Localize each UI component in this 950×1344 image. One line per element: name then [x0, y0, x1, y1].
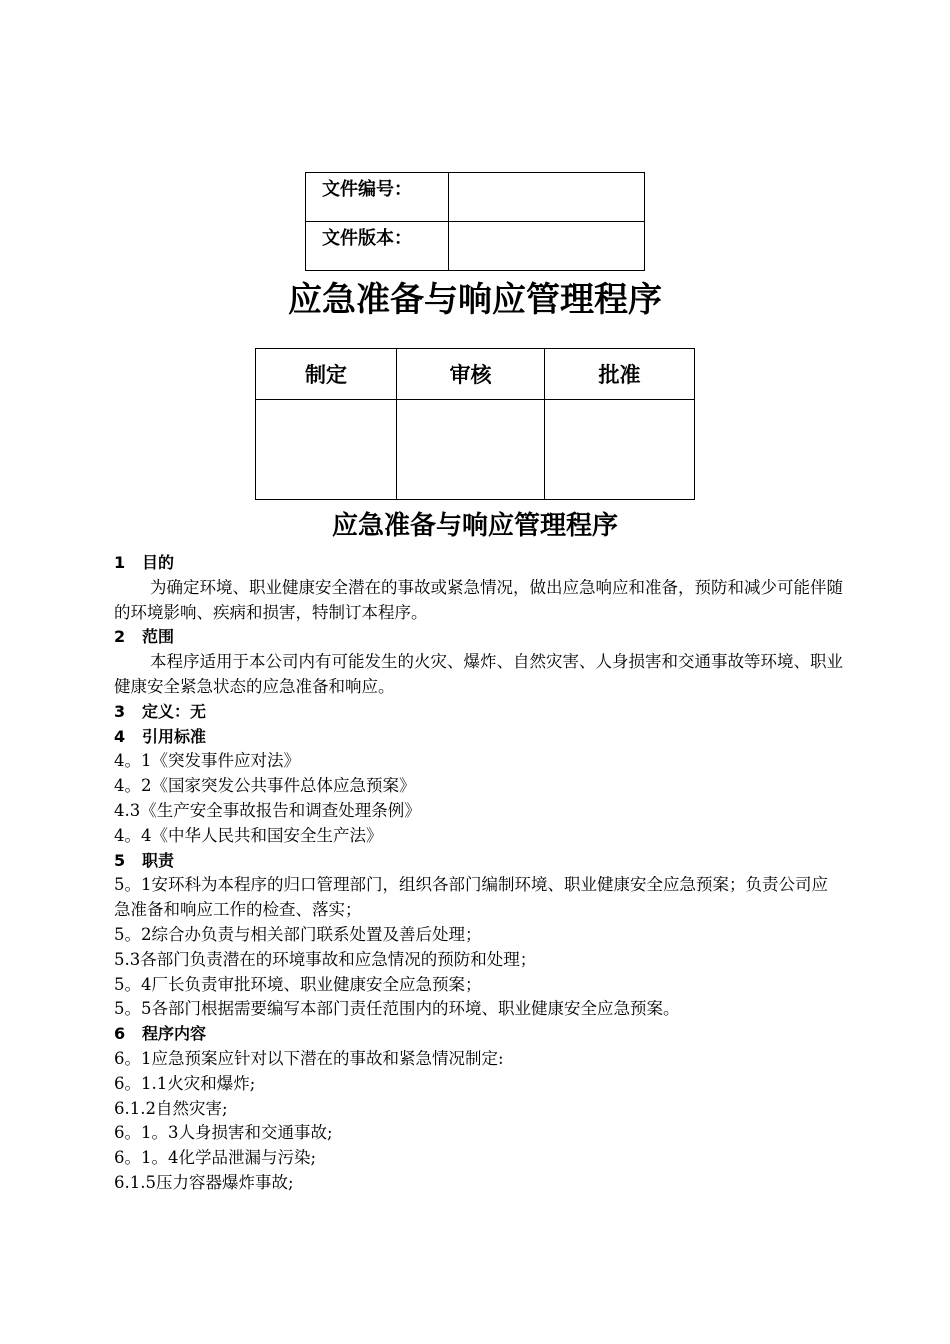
list-item: 4。2《国家突发公共事件总体应急预案》 — [114, 776, 416, 796]
document-number-row — [306, 173, 645, 222]
list-item: 6。1。4化学品泄漏与污染; — [114, 1148, 317, 1168]
list-item: 4.3《生产安全事故报告和调查处理条例》 — [114, 800, 421, 820]
section-paragraph: 本程序适用于本公司内有可能发生的火灾、爆炸、自然灾害、人身损害和交通事故等环境、职业健康安全紧急状态的应急准备和响应。 — [114, 652, 843, 696]
document-title: 应急准备与响应管理程序 — [288, 280, 662, 320]
section-number: 3 — [114, 701, 126, 721]
section-title: 定义：无 — [142, 701, 207, 721]
list-item: 5。2综合办负责与相关部门联系处置及善后处理； — [114, 924, 482, 944]
approval-header-draft: 制定 — [256, 349, 397, 400]
section-title: 程序内容 — [142, 1024, 207, 1044]
section-number: 5 — [114, 850, 126, 870]
section-title: 目的 — [142, 553, 175, 572]
approval-header-review: 审核 — [397, 349, 545, 400]
list-item: 6.1.2自然灾害; — [114, 1098, 228, 1118]
section-number: 2 — [114, 627, 126, 647]
list-item: 5。4厂长负责审批环境、职业健康安全应急预案； — [114, 974, 482, 994]
list-item: 6.1.5压力容器爆炸事故; — [114, 1172, 294, 1192]
list-item: 4。4《中华人民共和国安全生产法》 — [114, 825, 383, 845]
approval-cell-review — [397, 400, 545, 500]
section-heading — [114, 849, 844, 874]
document-version-value — [449, 222, 645, 271]
document-subtitle: 应急准备与响应管理程序 — [331, 511, 618, 541]
approval-cell-draft — [256, 400, 397, 500]
section-heading — [114, 700, 844, 725]
approval-cell-approve — [545, 400, 695, 500]
section-paragraph: 为确定环境、职业健康安全潜在的事故或紧急情况，做出应急响应和准备，预防和减少可能伴随的环境影响、疾病和损害，特制订本程序。 — [114, 577, 843, 622]
list-item: 6。1应急预案应针对以下潜在的事故和紧急情况制定: — [114, 1048, 504, 1068]
section-heading — [114, 551, 844, 576]
approval-header-row — [256, 349, 695, 400]
section-title: 引用标准 — [142, 726, 207, 746]
document-body — [114, 551, 844, 1196]
section-title: 职责 — [142, 850, 175, 870]
section-number: 1 — [114, 553, 126, 572]
document-number-label: 文件编号： — [306, 173, 449, 222]
list-item: 5.3各部门负责潜在的环境事故和应急情况的预防和处理； — [114, 949, 537, 969]
list-item: 5。1安环科为本程序的归口管理部门，组织各部门编制环境、职业健康安全应急预案；负责公司应急准备和响应工作的检查、落实； — [114, 875, 828, 920]
section-heading — [114, 1022, 844, 1047]
approval-header-approve: 批准 — [545, 349, 695, 400]
document-version-label: 文件版本： — [306, 222, 449, 271]
document-version-row — [306, 222, 645, 271]
approval-table — [255, 348, 695, 500]
list-item: 4。1《突发事件应对法》 — [114, 751, 300, 771]
document-number-value — [449, 173, 645, 222]
document-info-table — [305, 172, 645, 271]
list-item: 6。1。3人身损害和交通事故; — [114, 1123, 333, 1143]
approval-signature-row — [256, 400, 695, 500]
list-item: 5。5各部门根据需要编写本部门责任范围内的环境、职业健康安全应急预案。 — [114, 999, 680, 1019]
section-heading — [114, 725, 844, 750]
section-title: 范围 — [142, 627, 175, 647]
section-number: 6 — [114, 1024, 126, 1044]
section-number: 4 — [114, 726, 126, 746]
section-heading — [114, 625, 844, 650]
list-item: 6。1.1火灾和爆炸; — [114, 1073, 256, 1093]
